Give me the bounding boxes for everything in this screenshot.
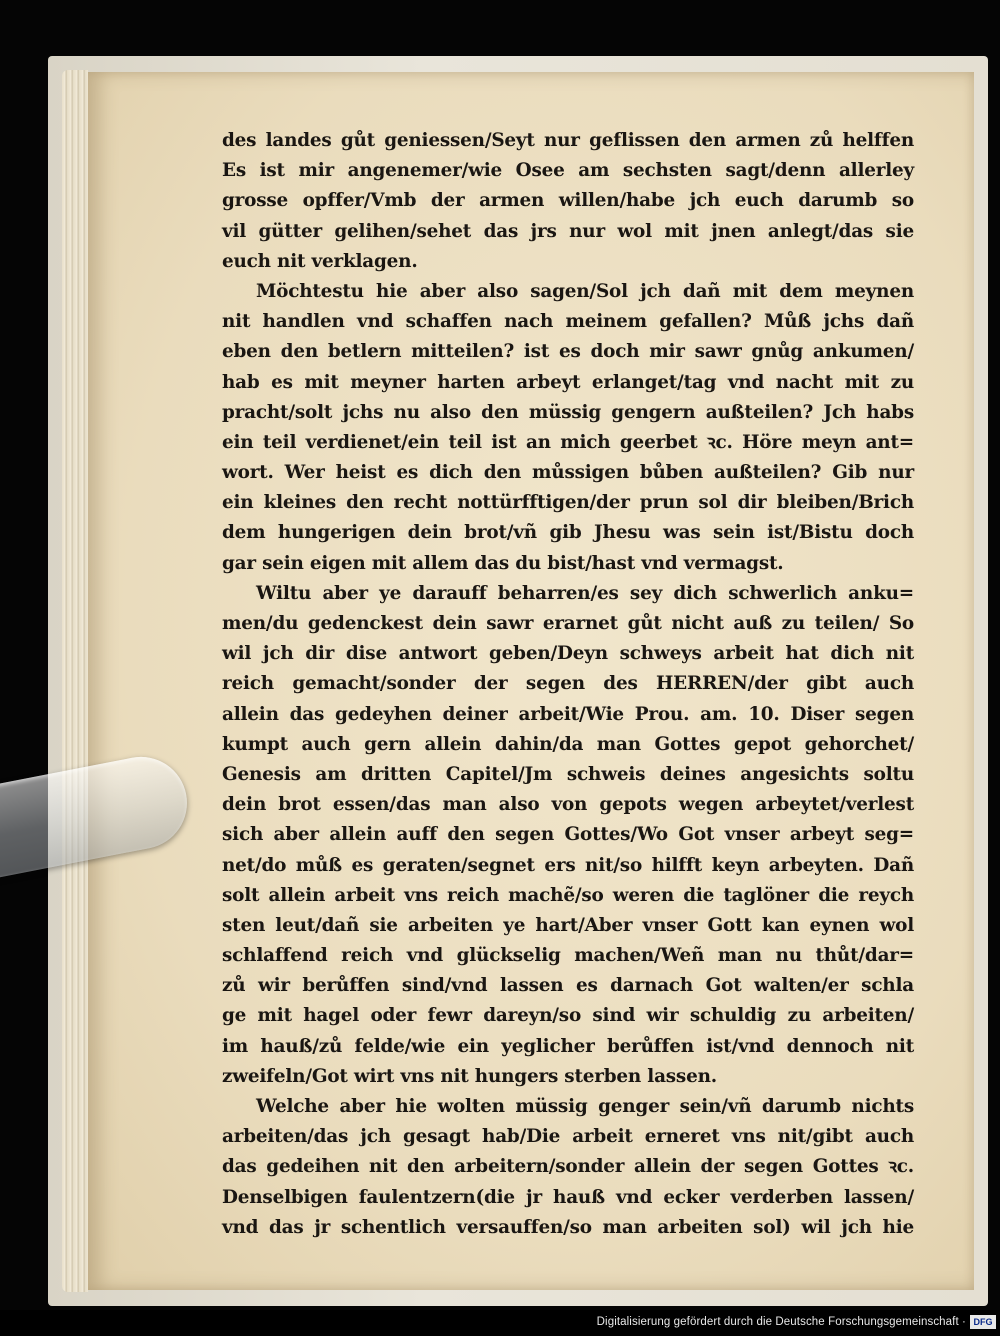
text-line: wil jch dir dise antwort geben/Deyn schweys arbeit hat dich nit xyxy=(222,643,914,665)
digitization-credit: Digitalisierung gefördert durch die Deutsche Forschungsgemeinschaft · xyxy=(596,1316,966,1328)
page-stack-edge xyxy=(62,70,88,1292)
text-line: sich aber allein auff den segen Gottes/Wo Got vnser arbeyt seg= xyxy=(222,824,914,846)
text-line: zů wir berůffen sind/vnd lassen es darnach Got walten/er schla xyxy=(222,975,914,997)
text-line: dem hungerigen dein brot/vñ gib Jhesu was sein ist/Bistu doch xyxy=(222,522,914,544)
text-line: gar sein eigen mit allem das du bist/hast vnd vermagst. xyxy=(222,552,784,574)
text-line: pracht/solt jchs nu also den müssig gengern außteilen? Jch habs xyxy=(222,401,914,423)
text-line: sten leut/dañ sie arbeiten ye hart/Aber vnser Gott kan eynen wol xyxy=(222,914,914,936)
text-line: kumpt auch gern allein dahin/da man Gottes gepot gehorchet/ xyxy=(222,733,914,755)
text-line: Wiltu aber ye darauff beharren/es sey dich schwerlich anku= xyxy=(256,582,914,604)
text-line: Denselbigen faulentzern(die jr hauß vnd ecker verderben lassen/ xyxy=(222,1186,914,1208)
text-line: vnd das jr schentlich versauffen/so man arbeiten sol) wil jch hie xyxy=(222,1216,914,1238)
text-line: schlaffend reich vnd glückselig machen/Weñ man nu thůt/dar= xyxy=(222,945,914,967)
text-line: solt allein arbeit vns reich machẽ/so weren die taglöner die reych xyxy=(222,884,914,906)
text-line: Welche aber hie wolten müssig genger sein/vñ darumb nichts xyxy=(256,1096,914,1117)
text-line: allein das gedeyhen deiner arbeit/Wie Prou. am. 10. Diser segen xyxy=(222,703,914,725)
text-line: eben den betlern mitteilen? ist es doch mir sawr gnůg ankumen/ xyxy=(222,341,914,363)
text-line: nit handlen vnd schaffen nach meinem gefallen? Můß jchs dañ xyxy=(222,311,914,333)
text-line: hab es mit meyner harten arbeyt erlanget/tag vnd nacht mit zu xyxy=(222,371,914,393)
text-line: im hauß/zů felde/wie ein yeglicher berůffen ist/vnd dennoch nit xyxy=(222,1035,914,1057)
text-line: zweifeln/Got wirt vns nit hungers sterben lassen. xyxy=(222,1065,717,1087)
text-line: dein brot essen/das man also von gepots wegen arbeytet/verlest xyxy=(222,794,914,816)
text-line: Möchtestu hie aber also sagen/Sol jch dañ mit dem meynen xyxy=(256,280,914,302)
text-line: des landes gůt geniessen/Seyt nur geflissen den armen zů helffen xyxy=(222,130,914,151)
text-line: reich gemacht/sonder der segen des HERREN/der gibt auch xyxy=(222,673,914,695)
text-line: men/du gedenckest dein sawr erarnet gůt nicht auß zu teilen/ So xyxy=(222,613,914,634)
text-line: ein teil verdienet/ein teil ist an mich geerbet ꝛc. Höre meyn ant= xyxy=(222,431,914,453)
dfg-logo: DFG xyxy=(970,1315,996,1329)
page-text xyxy=(222,126,914,1243)
text-line: ge mit hagel oder fewr dareyn/so sind wir schuldig zu arbeiten/ xyxy=(222,1005,914,1027)
text-line: Genesis am dritten Capitel/Jm schweis deines angesichts soltu xyxy=(222,763,914,785)
text-line: net/do můß es geraten/segnet ers nit/so hilfft keyn arbeyten. Dañ xyxy=(222,854,914,876)
text-line: wort. Wer heist es dich den můssigen bůben außteilen? Gib nur xyxy=(222,462,914,484)
text-line: Es ist mir angenemer/wie Osee am sechsten sagt/denn allerley xyxy=(222,160,914,182)
text-line: arbeiten/das jch gesagt hab/Die arbeit erneret vns nit/gibt auch xyxy=(222,1126,914,1148)
text-line: grosse opffer/Vmb der armen willen/habe jch euch darumb so xyxy=(222,190,914,212)
text-line: das gedeihen nit den arbeitern/sonder allein der segen Gottes ꝛc. xyxy=(222,1156,914,1178)
text-line: euch nit verklagen. xyxy=(222,250,418,272)
text-line: ein kleines den recht nottürfftigen/der prun sol dir bleiben/Brich xyxy=(222,492,914,514)
text-line: vil gütter gelihen/sehet das jrs nur wol mit jnen anlegt/das sie xyxy=(222,220,914,242)
